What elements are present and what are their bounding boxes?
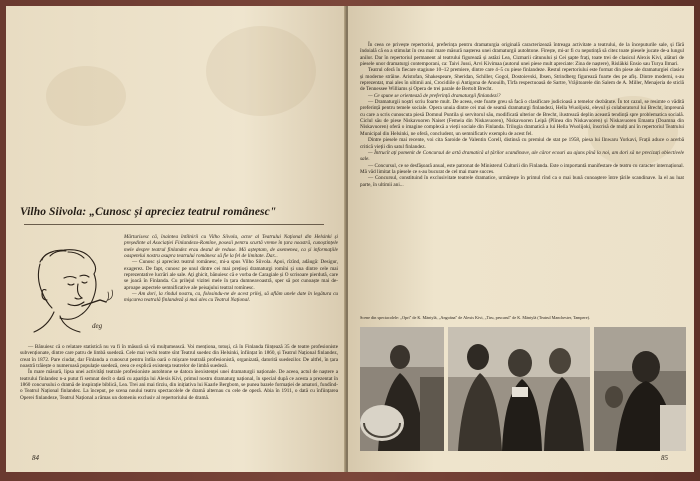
paragraph: — Concursul, constituind în exclusivitate teatrele dramatice, urmărește în primul rînd ca o mai bună cunoaștere între țările scandinave. Ia el au luat parte, în ultimii ani... (360, 175, 684, 188)
portrait-sketch (20, 232, 118, 340)
paragraph: — Concursul, ce se desfășoară anual, este patronat de Ministerul Culturii din Finlanda. Este o importantă manifestare de teatru cu caracter internațional. Mă văd limitat la piesele ce s-au bucurat de cel mai mare succes. (360, 162, 684, 175)
intro-paragraph: Mărturisesc că, înaintea întîlnirii cu Vilho Siivola, actor al Teatrului Național din Helsinki și președinte al Asociației Finlandezo-Romîne, posesii pentru scurtă vreme în țara noastră, cunoștințele mele despre teatrul finlandez erau destul de reduse. Mă așteptam, de asemenea, ca și informațiile oaspetelui nostru asupra teatrului românesc să fie la fel de limitate. Dar... (124, 234, 338, 260)
paragraph: — Cunosc și apreciez teatrul românesc, mi-a spus Vilho Siivola. Apoi, rîzînd, adăugă: Desigur, exagerez. De fapt, cunosc pe unul dintre cei mai prețioși dramaturgi romîni și una dintre cele mai reprezentative lucrări ale sale. Ați ghicit, bănuiesc că e vorba de Caragiale și O scrisoare pierdută, care se joacă în Finlanda. Cu prilejul vizitei mele în țara dumneavoastră, sper să pot cunoaște mai de-aproape aspectele semnificative ale peisajului teatral romînesc. (124, 259, 338, 291)
paragraph: Dintre piesele mai recente, voi cita Saroide de Valentin Corell, distinsă cu premiul de stat pe 1958, piesa lui Ilnwaru Yorkavi, Frații aduce o acerbă critică vieții din satul finlandez. (360, 137, 684, 150)
page-number: 84 (32, 454, 39, 462)
question-paragraph: — Ce spune se orientează de preferință dramaturgii finlandezi? (368, 92, 501, 99)
svg-text:deg: deg (92, 322, 103, 330)
question-paragraph: — Am dori, la rîndul nostru, ca, folosindu-ne de acest prilej, să aflăm unele date în legătura cu mișcarea teatrală finlandeză și mai ales cu Teatrul Național. (124, 291, 338, 304)
photo-scene-1 (360, 327, 444, 451)
photo-caption: Scene din spectacolele: „Opri" de K. Mäntylä, „Angoăna" de Alexis Kivi, „Tiru, pescarul" de K. Mäntylä (Teatrul Manchester, Tampere). (360, 315, 591, 320)
intro-column (124, 234, 338, 304)
page-number: 85 (661, 454, 668, 462)
paragraph: Teatrul oferă în fiecare stagiune 10–12 premiere, dintre care 4–5 cu piese finlandeze. Restul repertoriului este format din piese ale dramaturgiei clasice și moderne străine. Aristofan, Shakespeare, Sheridan, Schiller, Gogol, Dostoievski, Ibsen, Strindberg figurează foarte des pe afiș. Dintre moderni, s-au reprezentat, mai ales în ultimii ani, Crocidiile și Antigona de Anouilh, Tîrfa respectuoasă de Sartre, Vrăjitoarele din Salem de A. Miller, Menajeria de sticlă de Tennessee Williams și Opera de trei parale de Bertolt Brecht. (360, 67, 684, 93)
left-page (6, 6, 345, 472)
photo-strip (360, 327, 686, 451)
photo-scene-2 (448, 327, 590, 451)
paragraph: — Dramaturgii noștri scriu foarte mult. De aceea, este foarte greu să facă o clasificare judicioasă a temelor dezbătute. În tot cazul, se resimte o vădită preferință pentru temele sociale. Opera unuia dintre cei mai de seamă dramaturgi finlandezi, Hella Wuolijoki, elevul și colaboratorul lui Brecht, împreună cu care a scris cunoscuta piesă Domnul Puntila și servitorul său, modificată ulterior de Brecht, ilustrează deplin această tendință spre problematica socială. Ciclul său de piese Niskavuoren Naiset (Femeia din Niskavuoren), Niskavuoren Leipă (Pîinea din Niskavuoren) și Niskavuoren Emanta (Doamna din Niskavuoren) oferă o imagine complexă a vieții sociale din Finlanda. Trilogia dramatică a lui Hella Wuolijoki, înscrisă de mulți ani în repertoriul Teatrului Municipal din Helsinki, ne oferă, concludent, un semnificativ exemplu de acest fel. (360, 99, 684, 137)
article-title: Vilho Siivola: „Cunosc și apreciez teatrul românesc" (20, 206, 277, 218)
right-page (348, 6, 694, 472)
photo-scene-3 (594, 327, 686, 451)
paragraph: În mare măsură, lipsa unei activități teatrale profesioniste autohtone se datora inexistenței unei dramaturgii naționale. De aceea, actul de naștere a teatrului finlandez n-a putut fi semnat decît o dată cu apariția lui Alexis Kivi, primul nostru dramaturg național, în special după ce acesta a prezentat în 1860 concursului o dramă de inspirație biblică, Lea. Trei ani mai tîrziu, din inițiativa lui Kaarle Bergbom, se punea bazele formației de amatori, fundînd-o Teatrul Național finlandez. La început, pe scena noului teatru spectacolele de dramă alternau cu cele de operă. Abia în 1911, o dată cu înființarea Operei finlandeze, Teatrul Național a rămas un domeniu exclusiv al repertoriului de dramă. (20, 369, 338, 401)
body-column (360, 42, 684, 188)
title-divider (24, 224, 324, 225)
body-column (20, 344, 338, 401)
paragraph: — Bănuiesc că o relatare statistică nu va fi în măsură să vă mulțumească. Voi menționa, totuși, că în Finlanda ființează 35 de teatre profesioniste subvenționate, dintre care patru de limbă suedeză. Cele mai vechi teatre sînt Teatrul suedez din Helsinki, înființat în 1860, și Teatrul Național finlandez, creat în 1872. Pare ciudat, dar Finlanda a cunoscut pentru întîia oară o mișcare teatrală profesionistă, organizată, datorită suedezilor. De altfel, în țara noastră trăiește o numeroasă populație suedeză, ceea ce explică existența teatrelor de limbă suedeză. (20, 344, 338, 370)
question-paragraph: — Întrucît ați pomenit de Concursul de artă dramatică al țărilor scandinave, ale căror ecouri au ajuns pînă la noi, am dori să ne precizați obiectivele sale. (360, 149, 684, 163)
paragraph: În ceea ce privește repertoriul, preferința pentru dramaturgia originală caracterizează întreaga activitate a teatrului, de la începuturile sale, și fără îndoială că ea a stimulat în cea mai mare măsură nașterea unei dramaturgii autohtone. Firește, mi-ar fi cu neputință să citez toate piesele jucate de-a lungul anilor. Dar în repertoriul permanent al teatrului figurează și astăzi Lea, Cizmarii cătunului și Cei șapte frați, toate trei de clasicul Alexis Kivi, alături de piesele unor dramaturgi contemporani, ca: Taivi Jussi, Arvi Kivimaa (autorul unei piese mult apreciate: Zina de naștere), Risläkki Ensio sau Turya Ilmari. (360, 42, 684, 68)
